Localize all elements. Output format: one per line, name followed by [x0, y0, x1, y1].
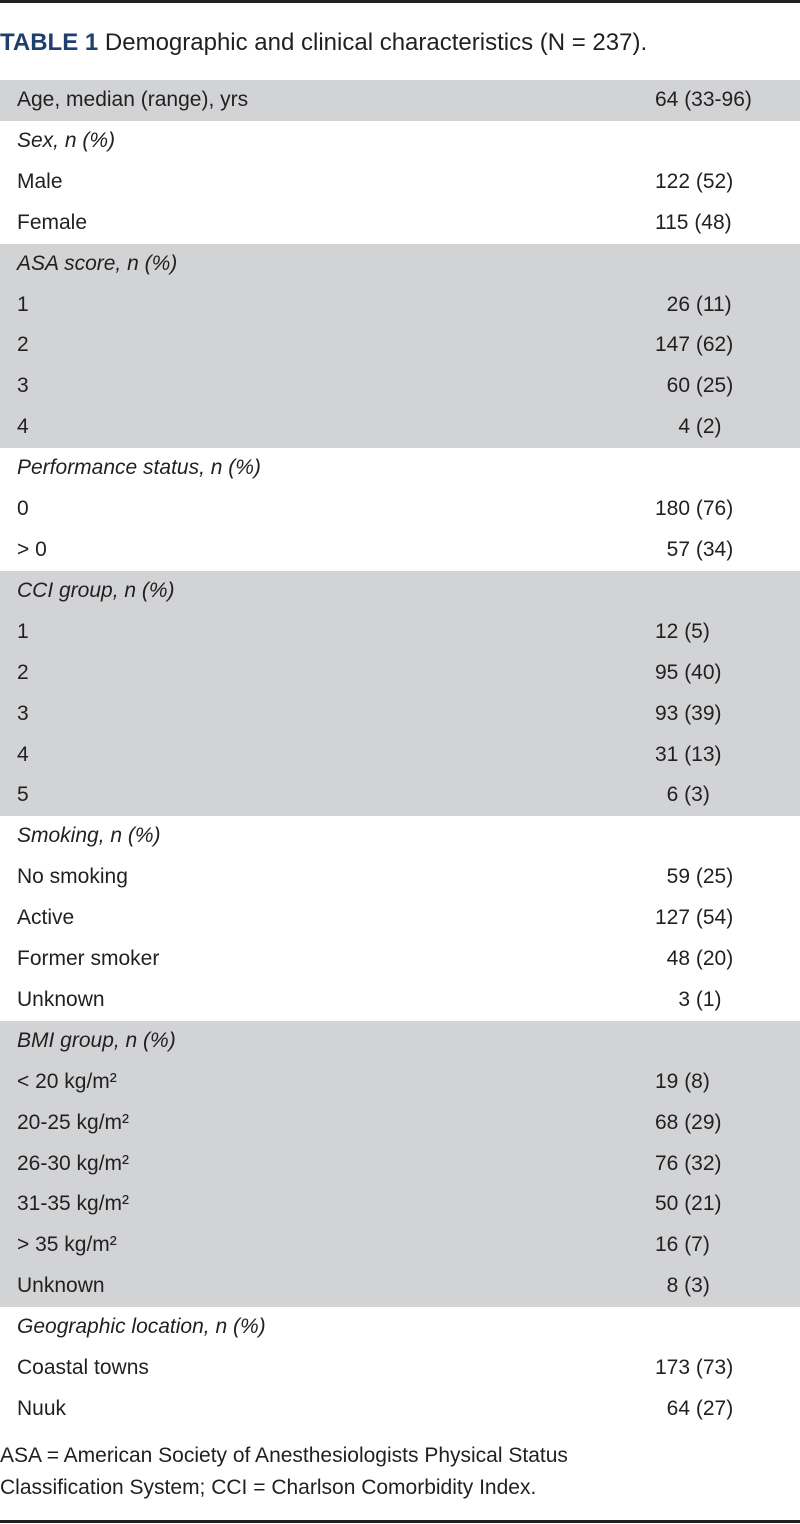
row-value: 93 (39)	[655, 701, 722, 725]
row-label: No smoking	[17, 865, 128, 889]
table-section-heading	[0, 121, 800, 162]
table-row	[0, 325, 800, 366]
table-row	[0, 898, 800, 939]
table-row	[0, 939, 800, 980]
row-value: 64 (33-96)	[655, 88, 752, 111]
row-value: 173 (73)	[655, 1356, 734, 1380]
table-row	[0, 1266, 800, 1307]
row-label: Former smoker	[17, 947, 160, 971]
row-label: Unknown	[17, 1274, 105, 1298]
table-row	[0, 735, 800, 776]
bottom-rule	[0, 1520, 800, 1523]
row-label: Nuuk	[17, 1397, 67, 1420]
row-label: 4	[17, 742, 29, 766]
row-label: < 20 kg/m²	[17, 1069, 117, 1093]
row-value: 60 (25)	[655, 374, 734, 398]
row-label: 4	[17, 415, 29, 439]
row-value: 31 (13)	[655, 742, 722, 766]
row-value: 95 (40)	[655, 660, 722, 684]
section-label: ASA score, n (%)	[17, 251, 178, 275]
table-row	[0, 1389, 800, 1430]
row-label: > 35 kg/m²	[17, 1233, 117, 1257]
row-label: 5	[17, 783, 29, 807]
table-row	[0, 285, 800, 326]
row-label: 26-30 kg/m²	[17, 1151, 130, 1175]
row-label: Female	[17, 210, 88, 234]
table-row	[0, 612, 800, 653]
row-label: Unknown	[17, 987, 105, 1011]
table-row	[0, 1144, 800, 1185]
row-value: 147 (62)	[655, 333, 734, 357]
table-row	[0, 653, 800, 694]
row-value: 12 (5)	[655, 619, 710, 643]
table-section-heading	[0, 816, 800, 857]
table-section-heading	[0, 448, 800, 489]
table-section-heading	[0, 571, 800, 612]
row-label: 2	[17, 660, 29, 684]
table-row	[0, 694, 800, 735]
row-value: 16 (7)	[655, 1233, 710, 1257]
row-value: 122 (52)	[655, 169, 734, 193]
section-label: CCI group, n (%)	[17, 578, 175, 602]
row-label: 20-25 kg/m²	[17, 1110, 130, 1134]
table-row	[0, 366, 800, 407]
row-value: 19 (8)	[655, 1069, 710, 1093]
row-value: 4 (2)	[655, 415, 722, 439]
table-section-heading	[0, 244, 800, 285]
table-row	[0, 203, 800, 244]
row-value: 6 (3)	[655, 783, 710, 807]
row-label: Age, median (range), yrs	[17, 88, 249, 111]
row-label: 1	[17, 619, 29, 643]
footnote-line: ASA = American Society of Anesthesiologists Physical Status	[0, 1444, 568, 1467]
table-caption	[0, 26, 800, 60]
row-value: 127 (54)	[655, 906, 734, 930]
table-title: Demographic and clinical characteristics (N = 237).	[104, 29, 648, 56]
row-label: 3	[17, 374, 29, 398]
row-value: 3 (1)	[655, 987, 722, 1011]
section-label: Sex, n (%)	[17, 128, 116, 152]
table-row	[0, 1062, 800, 1103]
table-row	[0, 1103, 800, 1144]
table-label: TABLE 1	[0, 29, 99, 56]
row-label: 31-35 kg/m²	[17, 1192, 130, 1216]
table-section-heading	[0, 1307, 800, 1348]
row-value: 180 (76)	[655, 497, 734, 521]
row-value: 8 (3)	[655, 1274, 710, 1298]
table-row	[0, 1184, 800, 1225]
row-value: 64 (27)	[655, 1397, 734, 1420]
table-row	[0, 80, 800, 121]
row-value: 76 (32)	[655, 1151, 722, 1175]
row-label: Coastal towns	[17, 1356, 149, 1380]
table-row	[0, 775, 800, 816]
row-label: 3	[17, 701, 29, 725]
footnote-line: Classification System; CCI = Charlson Comorbidity Index.	[0, 1476, 537, 1499]
row-value: 50 (21)	[655, 1192, 722, 1216]
section-label: Geographic location, n (%)	[17, 1315, 266, 1339]
section-label: BMI group, n (%)	[17, 1028, 176, 1052]
table-row	[0, 530, 800, 571]
row-value: 68 (29)	[655, 1110, 722, 1134]
table-row	[0, 1225, 800, 1266]
row-label: 0	[17, 497, 29, 521]
table-row	[0, 162, 800, 203]
row-value: 115 (48)	[655, 210, 732, 234]
table-row	[0, 857, 800, 898]
row-label: 2	[17, 333, 29, 357]
table-row	[0, 407, 800, 448]
table-footnote	[0, 1440, 800, 1504]
row-value: 59 (25)	[655, 865, 734, 889]
row-label: > 0	[17, 537, 47, 561]
row-value: 57 (34)	[655, 537, 734, 561]
characteristics-table	[0, 80, 800, 1430]
table-row	[0, 1348, 800, 1389]
row-label: Male	[17, 169, 63, 193]
row-label: 1	[17, 292, 29, 316]
row-value: 26 (11)	[655, 292, 732, 316]
table-row	[0, 489, 800, 530]
top-rule	[0, 0, 800, 3]
row-value: 48 (20)	[655, 947, 734, 971]
table-row	[0, 980, 800, 1021]
section-label: Performance status, n (%)	[17, 456, 261, 480]
section-label: Smoking, n (%)	[17, 824, 161, 848]
table-section-heading	[0, 1021, 800, 1062]
row-label: Active	[17, 906, 75, 930]
